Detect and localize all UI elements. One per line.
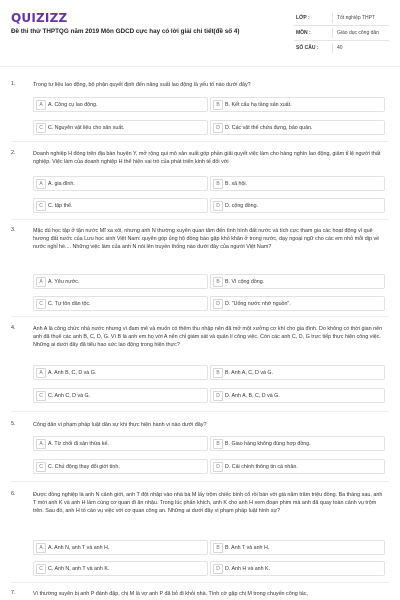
answer-option-a[interactable] [33, 97, 208, 112]
answer-option-a[interactable] [33, 436, 208, 451]
option-letter-badge: A [36, 543, 46, 553]
answer-option-c[interactable] [33, 120, 208, 135]
answer-option-b[interactable] [210, 540, 385, 555]
option-text: C. Chủ động thay đổi giới tính. [48, 463, 120, 470]
option-letter-badge: A [36, 179, 46, 189]
option-letter-badge: D [213, 391, 223, 401]
option-text: D. Các vật thể chứa đựng, bảo quản. [225, 124, 313, 131]
option-text: B. Kết cấu hạ tầng sản xuất. [225, 101, 292, 108]
answer-option-d[interactable] [210, 296, 385, 311]
header-divider [0, 66, 400, 67]
question-number: 7. [11, 590, 16, 596]
answer-option-d[interactable] [210, 561, 385, 576]
question-number: 1. [11, 81, 16, 87]
option-text: D. Cải chính thông tin cá nhân. [225, 463, 298, 470]
meta-row-subject [294, 26, 389, 41]
option-letter-badge: C [36, 299, 46, 309]
meta-row-class [294, 11, 389, 26]
answer-option-b[interactable] [210, 97, 385, 112]
answer-option-d[interactable] [210, 198, 385, 213]
worksheet-header [11, 11, 389, 59]
question-text: Trong tư liệu lao động, bộ phận quyết định đến năng suất lao động là yếu tố nào dưới đây? [33, 82, 251, 88]
answer-option-b[interactable] [210, 274, 385, 289]
answer-option-b[interactable] [210, 176, 385, 191]
meta-value: 40 [337, 45, 343, 51]
option-letter-badge: D [213, 123, 223, 133]
question-divider [11, 219, 389, 220]
answer-option-a[interactable] [33, 176, 208, 191]
quizizz-logo: QUIZIZZ [11, 11, 68, 25]
meta-separator [332, 13, 333, 23]
option-text: C. Anh N, anh T và anh K. [48, 565, 110, 572]
meta-separator [332, 43, 333, 53]
answer-option-a[interactable] [33, 274, 208, 289]
option-letter-badge: C [36, 564, 46, 574]
answer-option-c[interactable] [33, 561, 208, 576]
option-text: A. Anh N, anh T và anh H. [48, 544, 110, 551]
option-letter-badge: B [213, 277, 223, 287]
question-number: 2. [11, 150, 16, 156]
option-text: A. Anh B, C, D và G. [48, 369, 97, 376]
option-text: B. Anh A, C, D và G. [225, 369, 273, 376]
option-letter-badge: C [36, 462, 46, 472]
option-text: B. Giao hàng không đúng hợp đồng. [225, 440, 311, 447]
question-divider [11, 481, 389, 482]
option-letter-badge: A [36, 439, 46, 449]
question-number: 4. [11, 325, 16, 331]
option-letter-badge: B [213, 368, 223, 378]
option-letter-badge: A [36, 368, 46, 378]
option-letter-badge: C [36, 201, 46, 211]
question-text: Doanh nghiệp H đóng trên địa bàn huyện Y, mở rộng qui mô sản xuất góp phần giải quyết việc làm cho hàng nghìn lao động, giảm tỉ lệ người thất nghiệp. Việc làm của doanh nghiệp H thể hiện vai trò của phát triển kinh tế đối với [33, 151, 381, 165]
answer-option-a[interactable] [33, 540, 208, 555]
meta-separator [332, 28, 333, 38]
option-text: D. Anh A, B, C, D và G. [225, 392, 280, 399]
meta-label: LỚP : [296, 15, 310, 21]
option-text: B. Vì cộng đồng. [225, 278, 265, 285]
answer-option-c[interactable] [33, 459, 208, 474]
option-letter-badge: C [36, 123, 46, 133]
option-text: C. Nguyên vật liệu cho sản xuất. [48, 124, 125, 131]
option-text: C. Anh C, D và G. [48, 392, 91, 399]
meta-value: Tốt nghiệp THPT [337, 15, 375, 21]
answer-option-d[interactable] [210, 388, 385, 403]
meta-label: SỐ CÂU : [296, 45, 319, 51]
question-divider [11, 316, 389, 317]
meta-row-question-count [294, 41, 389, 55]
option-text: C. Tự tôn dân tộc. [48, 300, 91, 307]
answer-option-d[interactable] [210, 459, 385, 474]
answer-option-b[interactable] [210, 436, 385, 451]
question-text: Anh A là công chức nhà nước nhưng vì đam mê và muốn có thêm thu nhập nên đã mở một xưởng cơ khí cho gia đình. Do không có thời gian nên anh đã thuê các anh B, C, D, G. Vì B là anh em họ với A nên chỉ giám sát và quản lí công việc. Còn các anh C, D, G trực tiếp thực hiện công việc. Những ai dưới đây đã tiêu hao sức lao động trong hiện thực? [33, 326, 383, 348]
option-text: D. cộng đồng. [225, 202, 258, 209]
option-letter-badge: B [213, 439, 223, 449]
question-divider [11, 411, 389, 412]
option-text: B. xã hội. [225, 180, 248, 187]
question-divider [11, 582, 389, 583]
question-text: Được đồng nghiệp là anh N cảnh giới, anh T đột nhập vào nhà bà M lấy trộm chiếc bình cổ rồi bán với giá năm trăm triệu đồng. Ba tháng sau, anh T mời anh K và anh H làm cùng cơ quan đi ăn nhậu. Trong lúc phấn khích, anh K cho anh H xem đoạn phim mà anh đã quay toàn cảnh vụ trộm trên. Sau đó, anh H tố cáo vụ việc với cơ quan công an. Những ai dưới đây vi phạm pháp luật hình sự? [33, 492, 383, 514]
answer-option-d[interactable] [210, 120, 385, 135]
option-letter-badge: D [213, 462, 223, 472]
question-text: Công dân vi phạm pháp luật dân sự khi thực hiện hành vi nào dưới đây? [33, 422, 207, 428]
option-letter-badge: B [213, 179, 223, 189]
answer-option-b[interactable] [210, 365, 385, 380]
option-letter-badge: A [36, 100, 46, 110]
option-text: B. Anh T và anh H. [225, 544, 270, 551]
option-text: C. tập thể. [48, 202, 73, 209]
option-letter-badge: D [213, 299, 223, 309]
option-letter-badge: D [213, 564, 223, 574]
option-text: A. gia đình. [48, 180, 75, 187]
option-letter-badge: A [36, 277, 46, 287]
question-number: 6. [11, 491, 16, 497]
meta-table [294, 11, 389, 55]
answer-option-a[interactable] [33, 365, 208, 380]
option-letter-badge: D [213, 201, 223, 211]
question-number: 3. [11, 227, 16, 233]
option-text: A. Công cụ lao động. [48, 101, 98, 108]
meta-label: MÔN : [296, 30, 311, 36]
question-number: 5. [11, 421, 16, 427]
option-letter-badge: B [213, 100, 223, 110]
answer-option-c[interactable] [33, 296, 208, 311]
question-divider [11, 141, 389, 142]
option-letter-badge: B [213, 543, 223, 553]
meta-value: Giáo dục công dân [337, 30, 379, 36]
question-text: Mặc dù học tập ở tận nước Mĩ xa xôi, nhưng anh N thường xuyên quan tâm đến tình hình đất nước và tích cực tham gia các hoạt động vì quê hương đất nước của Lưu học sinh Việt Nam: quyên góp ủng hộ đồng bào gặp khó khăn ở trong nước, dạy ngoại ngữ cho các em nhỏ mỗi dịp về nước nghỉ hè.... Những việc làm của anh N nói lên truyền thống nào dưới đây của người Việt Nam? [33, 228, 380, 250]
option-letter-badge: C [36, 391, 46, 401]
option-text: A. Yêu nước. [48, 278, 80, 285]
option-text: A. Từ chối đi sản thừa kế. [48, 440, 109, 447]
option-text: D. "Uống nước nhớ nguồn". [225, 300, 291, 307]
question-text: Vì thường xuyên bị anh P đánh đập, chị M là vợ anh P đã bỏ đi khỏi nhà. Tình cờ gặp chị M trong chuyến công tác, [33, 591, 308, 597]
option-text: D. Anh H và anh K. [225, 565, 271, 572]
answer-option-c[interactable] [33, 198, 208, 213]
answer-option-c[interactable] [33, 388, 208, 403]
document-title: Đề thi thử THPTQG năm 2019 Môn GDCD cực hay có lời giải chi tiết(đề số 4) [11, 28, 240, 35]
